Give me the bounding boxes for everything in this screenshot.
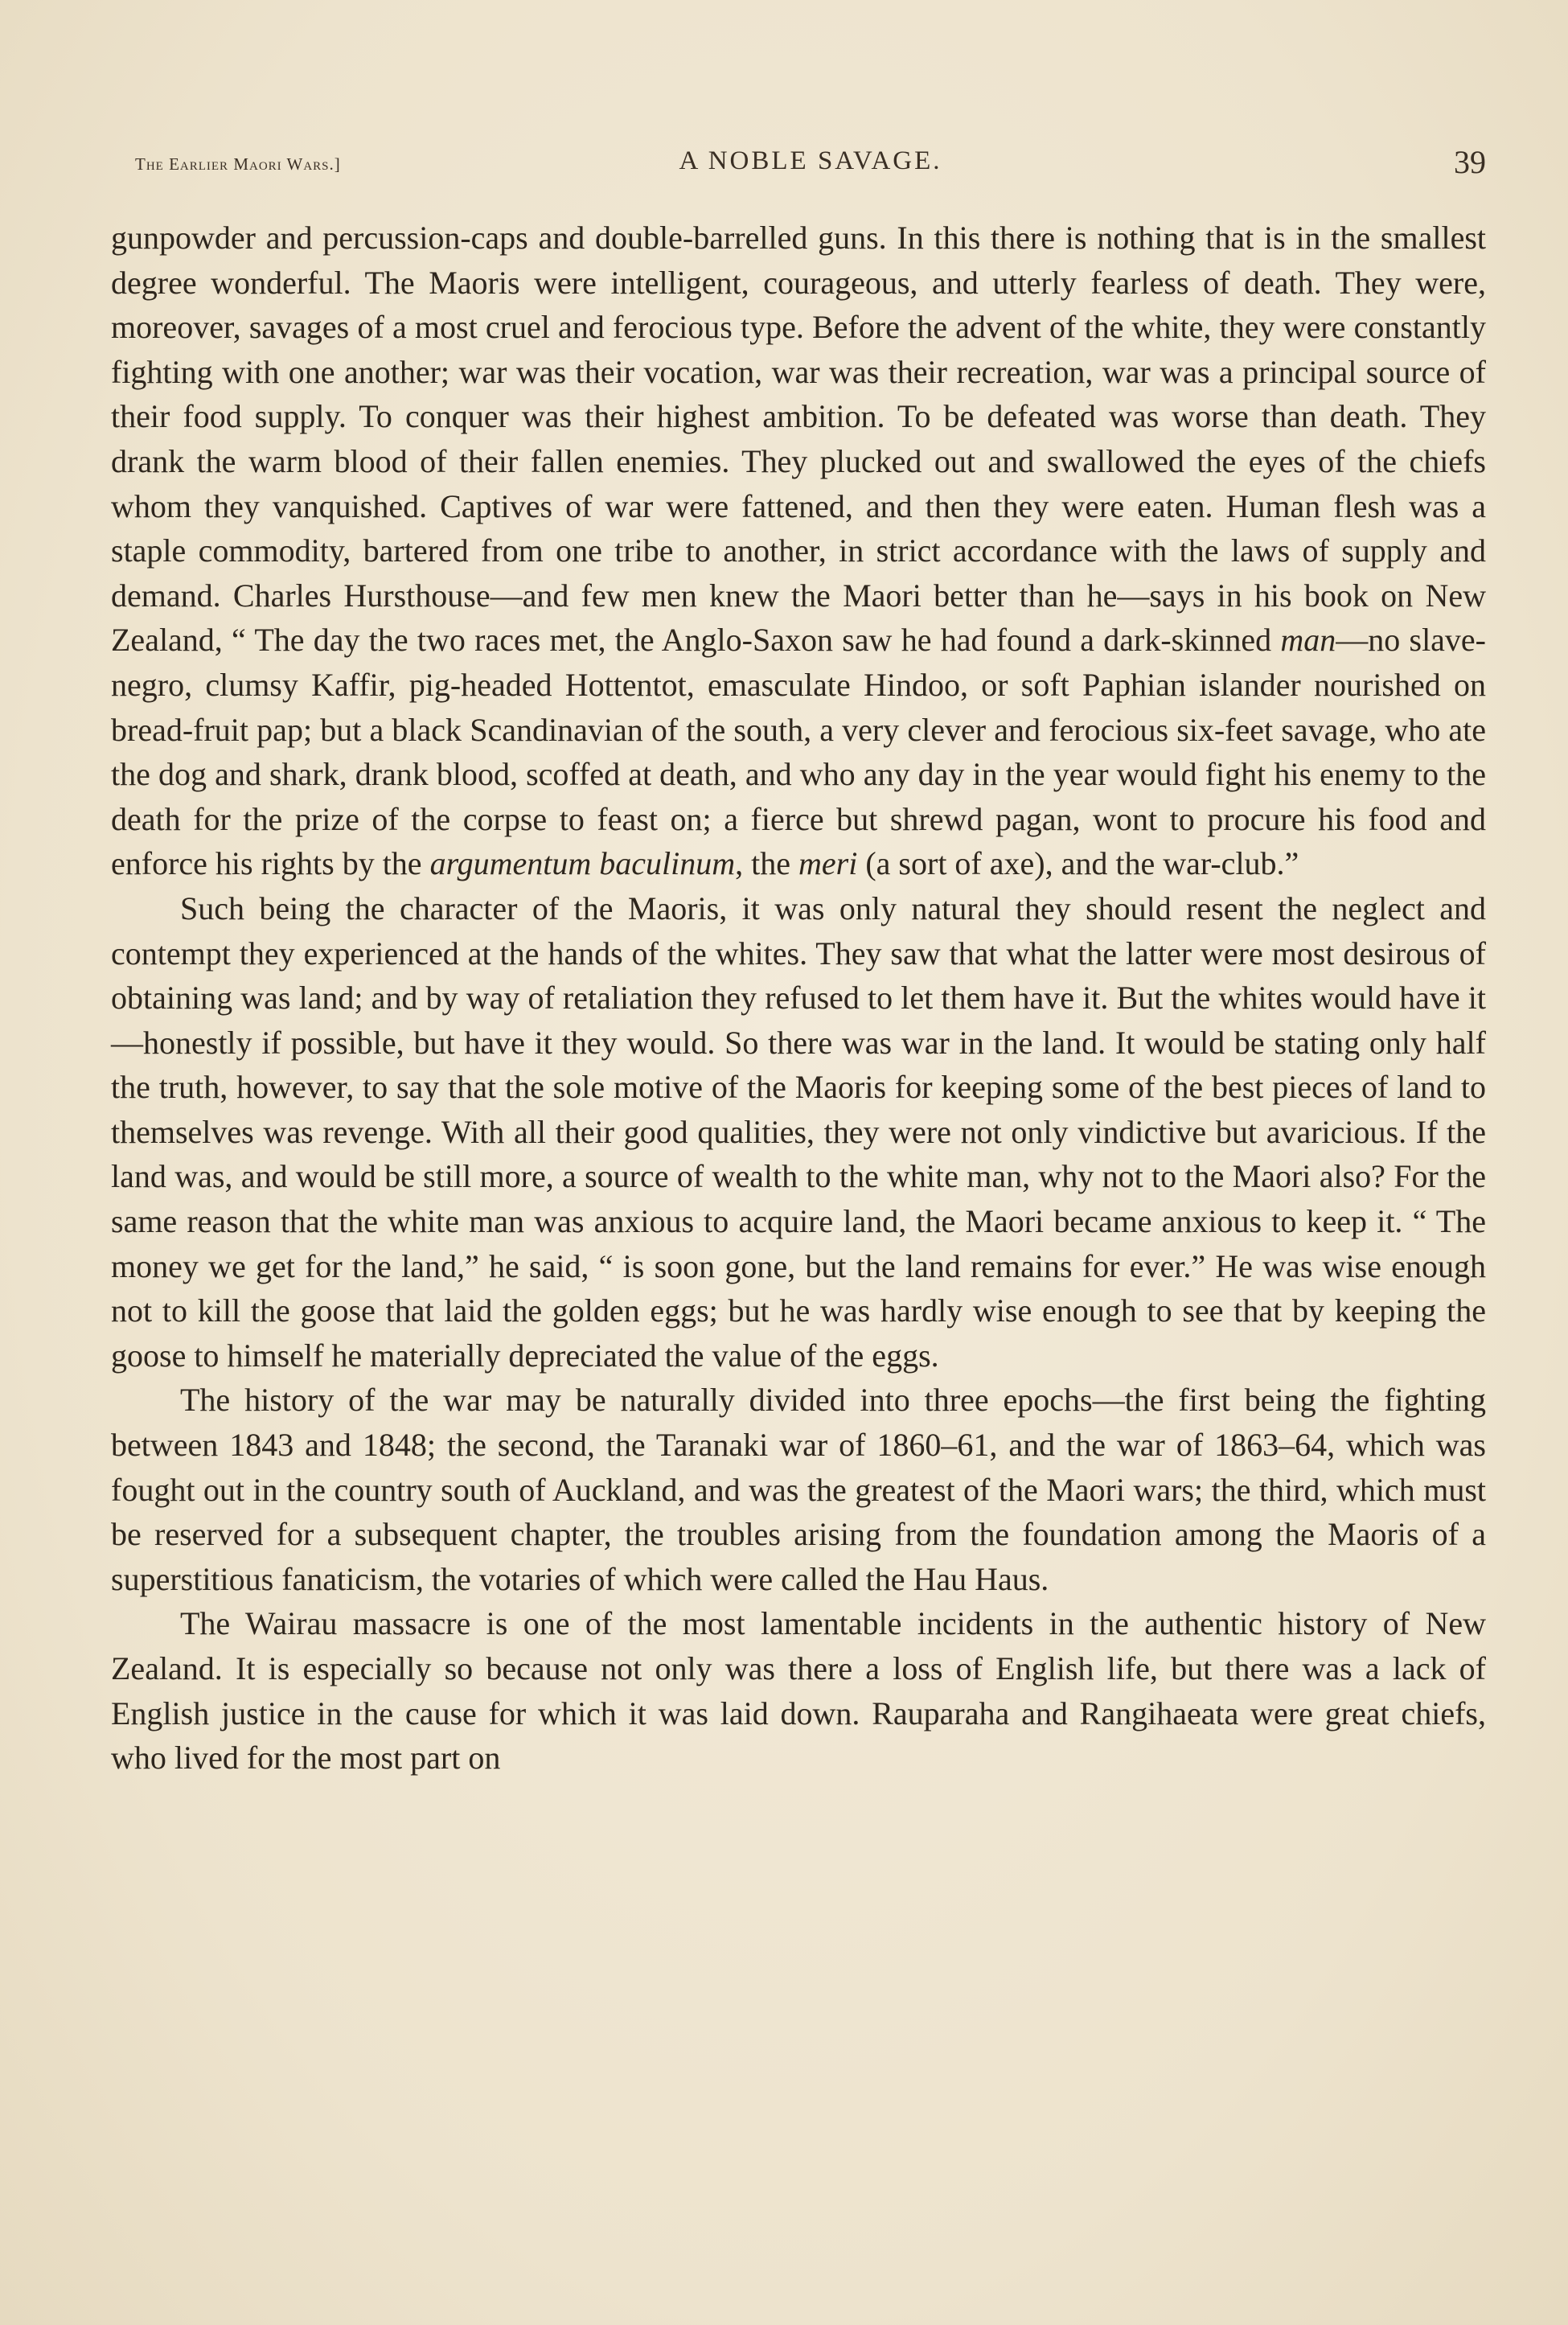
running-head-section: The Earlier Maori Wars.] <box>135 154 341 174</box>
italic-term: meri <box>798 845 858 882</box>
text-segment: gunpowder and percussion-caps and double-barrelled guns. In this there is nothing that is in the smallest degree wonderful. The Maoris were intelligent, courageous, and utterly fearless of death. They were, moreover, savages of a most cruel and ferocious type. Before the advent of the white, they were constantly fighting with one another; war was their vocation, war was their recreation, war was a principal source of their food supply. To conquer was their highest ambition. To be defeated was worse than death. They drank the warm blood of their fallen enemies. They plucked out and swallowed the eyes of the chiefs whom they vanquished. Captives of war were fattened, and then they were eaten. Human flesh was a staple commodity, bartered from one tribe to another, in strict accordance with the laws of supply and demand. Charles Hursthouse—and few men knew the Maori better than he—says in his book on New Zealand, “ The day the two races met, the Anglo-Saxon saw he had found a dark-skinned <box>111 220 1486 659</box>
text-segment: —no slave-negro, clumsy Kaffir, pig-headed Hottentot, emasculate Hindoo, or soft Paphian islander nourished on bread-fruit pap; but a black Scandinavian of the south, a very clever and ferocious six-feet savage, who ate the dog and shark, drank blood, scoffed at death, and who any day in the year would fight his enemy to the death for the prize of the corpse to feast on; a fierce but shrewd pagan, wont to procure his food and enforce his rights by the <box>111 622 1487 882</box>
italic-term: argumentum baculinum <box>429 845 736 882</box>
running-head-title: A NOBLE SAVAGE. <box>679 146 942 175</box>
running-head <box>135 143 1486 191</box>
paragraph-1 <box>111 216 1486 886</box>
text-segment: Such being the character of the Maoris, it was only natural they should resent the neglect and contempt they experienced at the hands of the whites. They saw that what the latter were most desirous of obtaining was land; and by way of retaliation they refused to let them have it. But the whites would have it—honestly if possible, but have it they would. So there was war in the land. It would be stating only half the truth, however, to say that the sole motive of the Maoris for keeping some of the best pieces of land to themselves was revenge. With all their good qualities, they were not only vindictive but avaricious. If the land was, and would be still more, a source of wealth to the white man, why not to the Maori also? For the same reason that the white man was anxious to acquire land, the Maori became anxious to keep it. “ The money we get for the land,” he said, “ is soon gone, but the land remains for ever.” He was wise enough not to kill the goose that laid the golden eggs; but he was hardly wise enough to see that by keeping the goose to himself he materially depreciated the value of the eggs. <box>111 889 1486 1374</box>
italic-term: man <box>1280 622 1336 659</box>
text-segment: The history of the war may be naturally divided into three epochs—the first being the fighting between 1843 and 1848; the second, the Taranaki war of 1860–61, and the war of 1863–64, which was fought out in the country south of Auckland, and was the greatest of the Maori wars; the third, which must be reserved for a subsequent chapter, the troubles arising from the foundation among the Maoris of a superstitious fanaticism, the votaries of which were called the Hau Haus. <box>111 1382 1486 1597</box>
text-segment: (a sort of axe), and the war-club.” <box>857 845 1299 882</box>
text-segment: , the <box>735 845 799 882</box>
body-text <box>111 216 1486 1781</box>
page-number: 39 <box>1454 144 1486 180</box>
paragraph-3 <box>111 1378 1486 1601</box>
paragraph-2 <box>111 886 1486 1378</box>
paragraph-4 <box>111 1601 1486 1780</box>
text-segment: The Wairau massacre is one of the most lamentable incidents in the authentic history of New Zealand. It is especially so because not only was there a loss of English life, but there was a lack of English justice in the cause for which it was laid down. Rauparaha and Rangihaeata were great chiefs, who lived for the most part on <box>111 1605 1486 1777</box>
